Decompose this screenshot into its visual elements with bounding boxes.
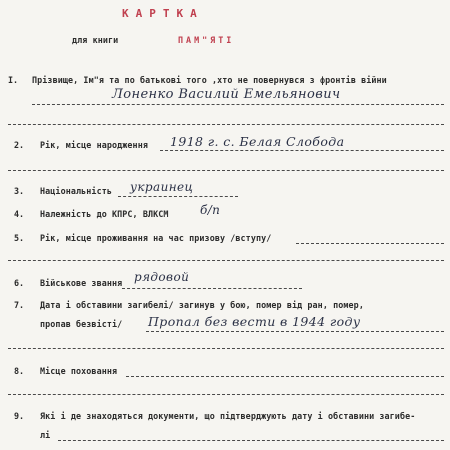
field-5-line-2 [8, 260, 444, 261]
field-7-line [146, 331, 444, 332]
field-5-number: 5. [14, 233, 25, 243]
field-3-value: украинец [130, 180, 194, 194]
field-1-label: Прізвище, Ім"я та по батькові того ,хто не повернувся з фронтів війни [32, 75, 387, 85]
field-6-line [122, 288, 302, 289]
field-1-value: Лоненко Василий Емельянович [112, 87, 341, 102]
field-2-label: Рік, місце народження [40, 140, 148, 150]
field-9-number: 9. [14, 411, 25, 421]
field-5-line [296, 243, 444, 244]
field-9-label-2: лі [40, 430, 51, 440]
field-7-label: Дата і обставини загибелі/ загинув у бою, помер від ран, помер, [40, 300, 364, 310]
field-8-label: Місце поховання [40, 366, 118, 376]
field-8-number: 8. [14, 366, 25, 376]
field-6-number: 6. [14, 278, 25, 288]
field-6-label: Військове звання [40, 278, 123, 288]
field-8-line-2 [8, 394, 444, 395]
field-2-number: 2. [14, 140, 25, 150]
card-subtitle-right: ПАМ"ЯТІ [178, 35, 235, 45]
field-2-value: 1918 г. с. Белая Слобода [170, 134, 345, 149]
field-4-number: 4. [14, 209, 25, 219]
field-6-value: рядовой [134, 270, 190, 284]
field-1-number: I. [8, 75, 19, 85]
field-7-number: 7. [14, 300, 25, 310]
field-7-label-2: пропав безвісті/ [40, 319, 123, 329]
field-3-line [118, 196, 238, 197]
card-title: КАРТКА [122, 7, 204, 20]
field-1-line [32, 104, 444, 105]
field-9-line [58, 440, 444, 441]
field-1-line-2 [8, 124, 444, 125]
field-2-line-2 [8, 170, 444, 171]
field-3-number: 3. [14, 186, 25, 196]
field-5-label: Рік, місце проживання на час призову /вступу/ [40, 233, 272, 243]
field-3-label: Національність [40, 186, 112, 196]
field-4-label: Належність до КПРС, ВЛКСМ [40, 209, 169, 219]
field-7-value: Пропал без вести в 1944 году [148, 314, 361, 329]
field-4-value: б/п [200, 203, 221, 217]
field-8-line [126, 376, 444, 377]
field-7-line-2 [8, 348, 444, 349]
field-2-line [160, 150, 444, 151]
card-subtitle-left: для книги [72, 35, 119, 45]
field-9-label: Які і де знаходяться документи, що підтверджують дату і обставини загибе- [40, 411, 416, 421]
